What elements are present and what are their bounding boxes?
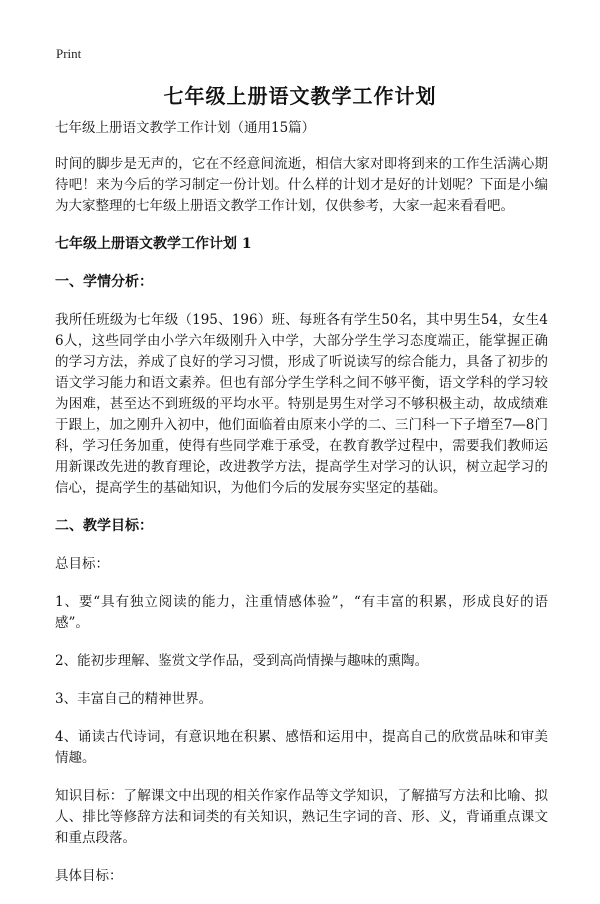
specific-goal-label: 具体目标： <box>55 868 123 884</box>
intro-paragraph: 时间的脚步是无声的，它在不经意间流逝，相信大家对即将到来的工作生活满心期待吧！来为今后的学习制定一份计划。什么样的计划才是好的计划呢？下面是小编为大家整理的七年级上册语文教学工作计划，仅供参考，大家一起来看看吧。 <box>55 156 548 214</box>
section-2-heading: 二、教学目标： <box>55 518 153 534</box>
general-goal-label: 总目标： <box>55 556 109 572</box>
plan-1-heading: 七年级上册语文教学工作计划 1 <box>55 236 252 252</box>
knowledge-goal-paragraph: 知识目标：了解课文中出现的相关作家作品等文学知识，了解描写方法和比喻、拟人、排比等修辞方法和词类的有关知识，熟记生字词的音、形、义，背诵重点课文和重点段落。 <box>55 788 548 846</box>
section-1-paragraph: 我所任班级为七年级（195、196）班、每班各有学生50名，其中男生54，女生46人，这些同学由小学六年级刚升入中学，大部分学生学习态度端正，能掌握正确的学习方法，养成了良好的学习习惯，形成了听说读写的综合能力，具备了初步的语文学习能力和语文素养。但也有部分学生学科之间不够平衡，语文学科的学习较为困难，甚至达不到班级的平均水平。特别是男生对学习不够积极主动，故成绩难于跟上，加之刚升入初中，他们面临着由原来小学的二、三门科一下子增至7—8门科，学习任务加重，使得有些同学难于承受，在教育教学过程中，需要我们教师运用新课改先进的教育理论，改进教学方法，提高学生对学习的认识，树立起学习的信心，提高学生的基础知识，为他们今后的发展夯实坚定的基础。 <box>55 312 548 496</box>
section-1-heading: 一、学情分析： <box>55 274 153 290</box>
goal-item-4: 4、诵读古代诗词，有意识地在积累、感悟和运用中，提高自己的欣赏品味和审美情趣。 <box>55 729 548 766</box>
document-body <box>55 118 548 904</box>
print-label[interactable]: Print <box>56 46 82 61</box>
document-subtitle: 七年级上册语文教学工作计划（通用15篇） <box>55 120 316 136</box>
goal-item-2: 2、能初步理解、鉴赏文学作品，受到高尚情操与趣味的熏陶。 <box>55 653 429 669</box>
goal-item-3: 3、丰富自己的精神世界。 <box>55 691 213 707</box>
goal-item-1: 1、要“具有独立阅读的能力，注重情感体验”，“有丰富的积累，形成良好的语感”。 <box>55 594 548 631</box>
document-title: 七年级上册语文教学工作计划 <box>163 84 437 108</box>
